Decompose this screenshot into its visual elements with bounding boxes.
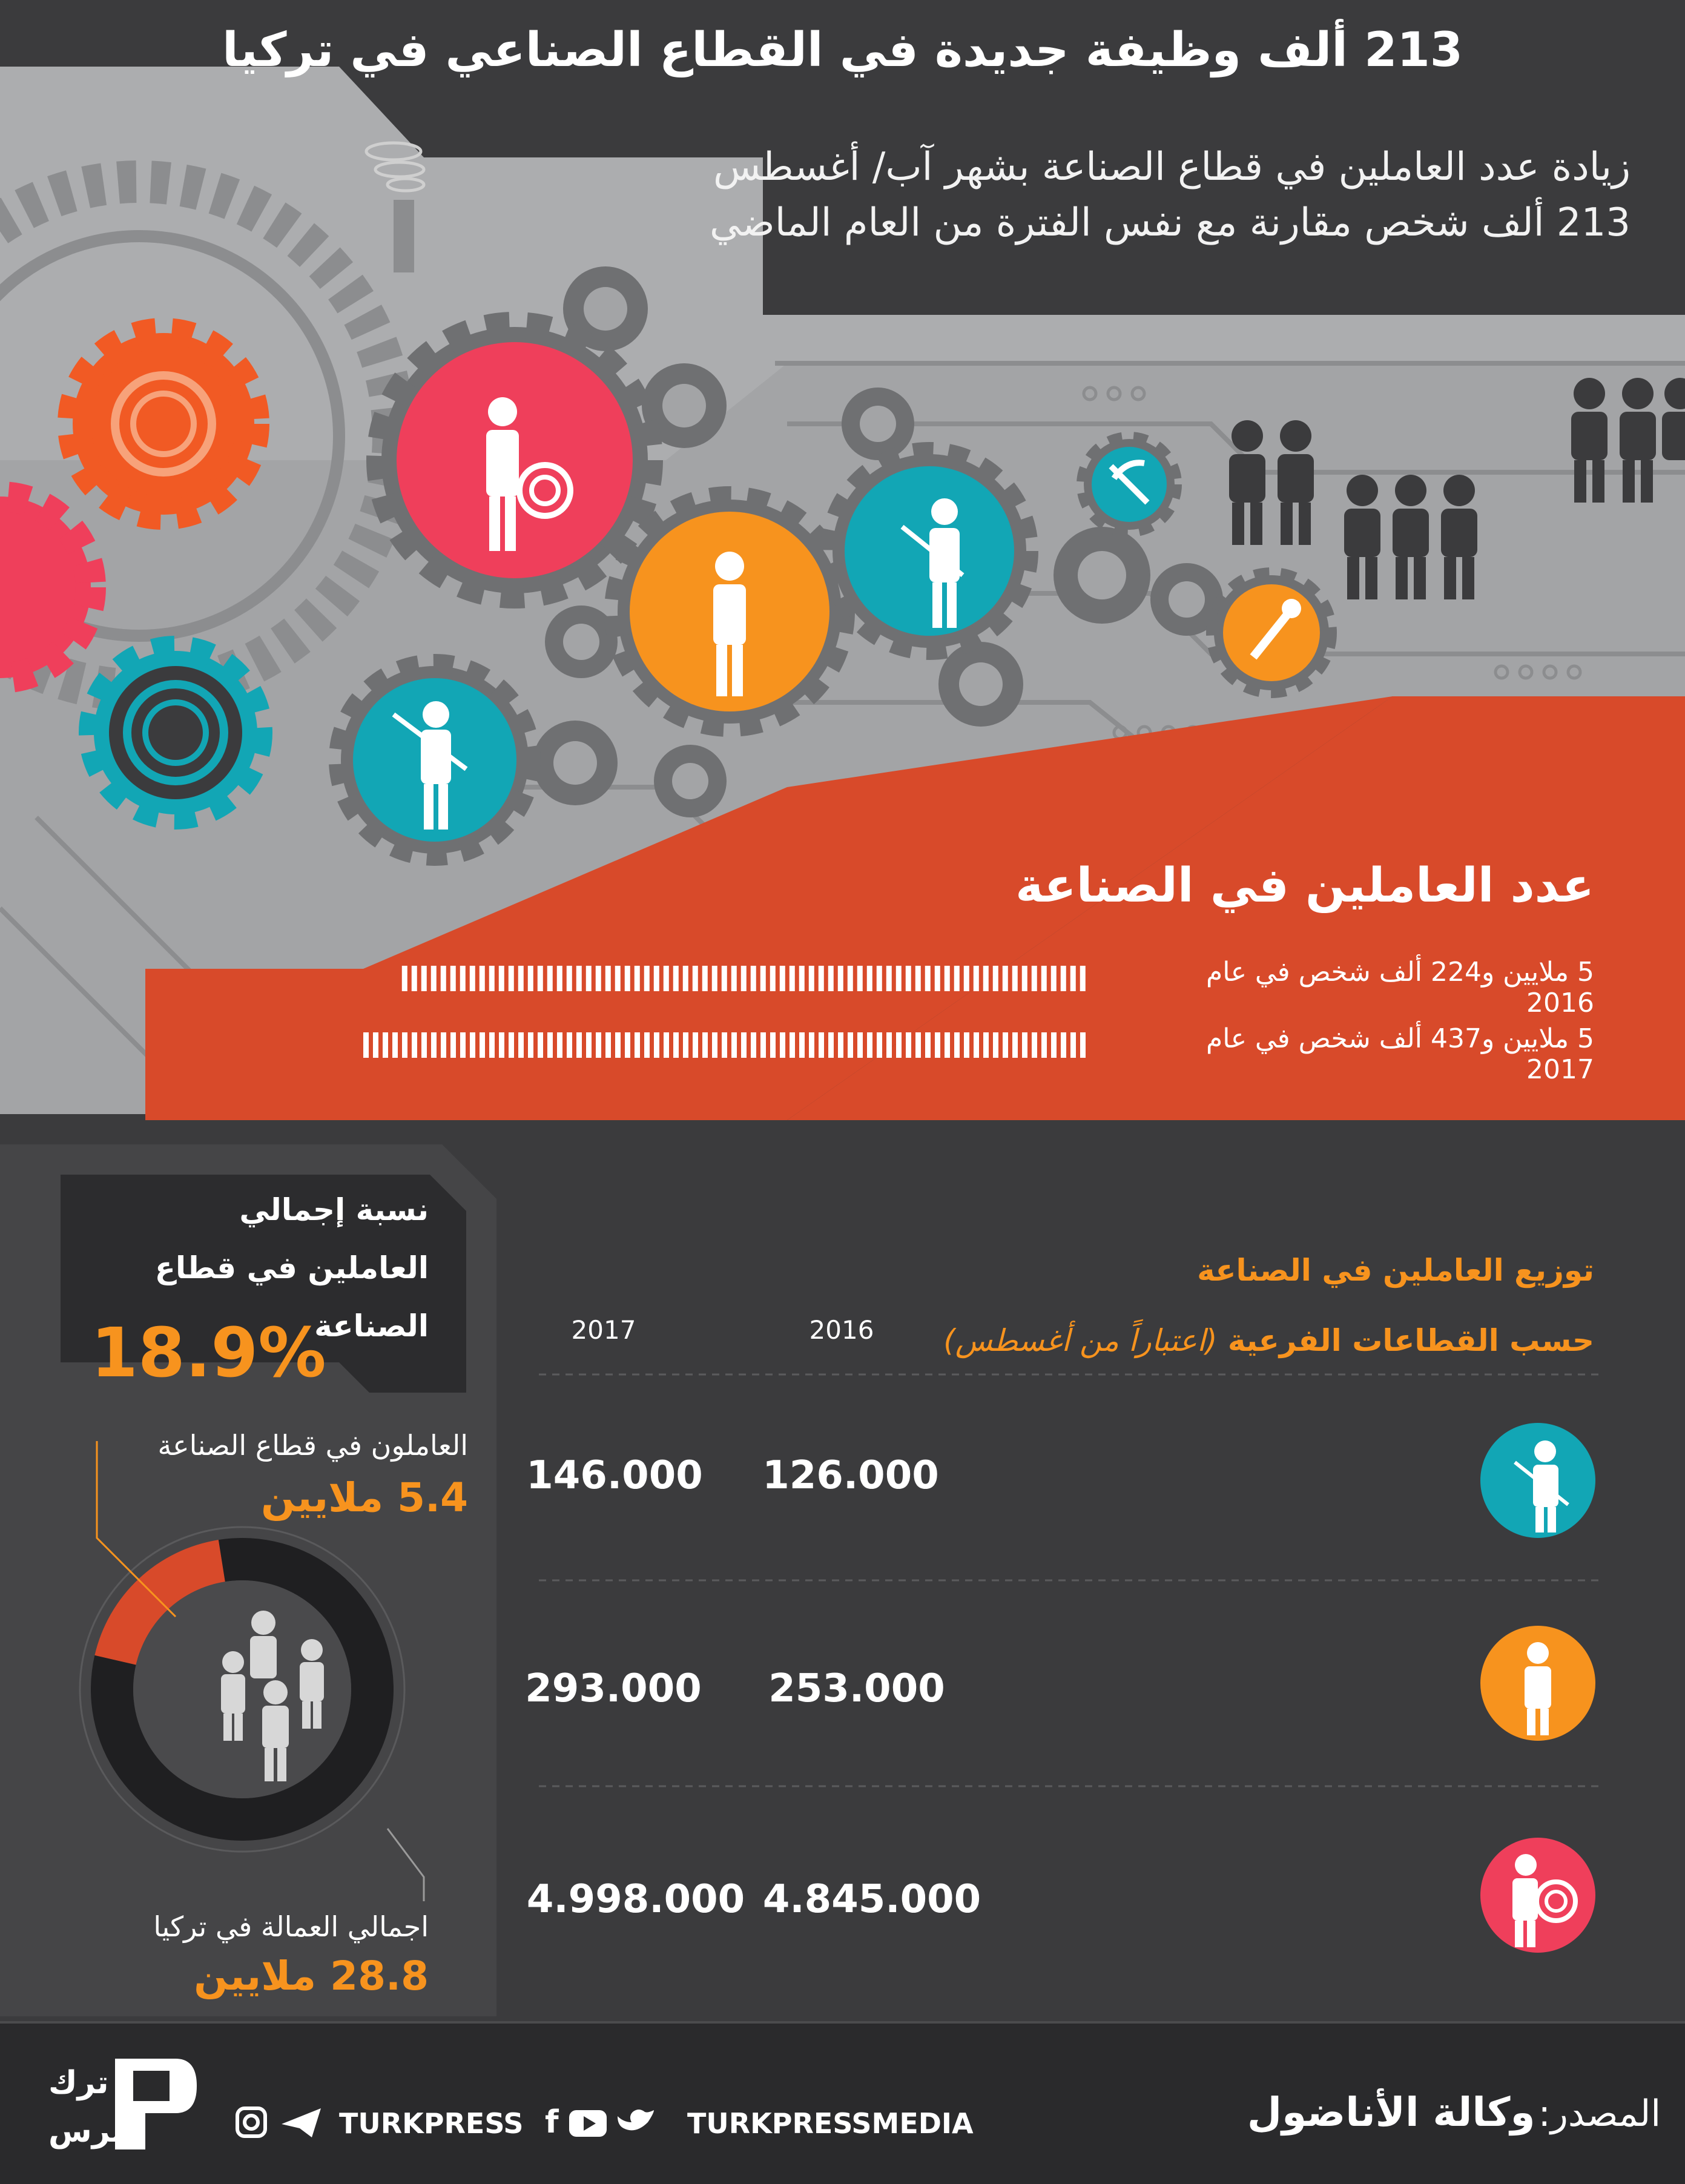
teal-gear-icon	[94, 651, 257, 814]
industry-worker-gear-icon	[381, 327, 648, 593]
logo-text-1: ترك	[48, 2065, 109, 2101]
share-title-line: نسبة إجمالي	[239, 1192, 429, 1227]
youtube-icon[interactable]	[569, 2110, 607, 2137]
social-icons-2	[230, 2101, 333, 2143]
value-2017-mining: 146.000	[526, 1453, 703, 1498]
logo-text-2: برس	[48, 2113, 124, 2149]
miner-icon	[1477, 1420, 1598, 1541]
value-2016-industry: 4.845.000	[762, 1877, 981, 1922]
industry-worker-icon	[1477, 1835, 1598, 1956]
total-employment-label: اجمالي العمالة في تركيا	[153, 1910, 429, 1943]
distribution-title-line-1: توزيع العاملين في الصناعة	[1197, 1253, 1594, 1288]
workers-count-bars	[363, 954, 1096, 1063]
bar-label-2016: 5 ملايين و224 ألف شخص في عام 2016	[1206, 957, 1594, 1018]
pickaxe-gear-icon	[1084, 439, 1175, 530]
distribution-title-line-2: حسب القطاعات الفرعية	[1227, 1323, 1594, 1358]
share-percent: 18.9%	[91, 1314, 326, 1393]
svg-text:f: f	[545, 2104, 559, 2140]
distribution-title-note: (اعتباراً من أغسطس)	[943, 1323, 1218, 1358]
miner-small-gear-icon	[341, 666, 529, 854]
industry-workers-value: 5.4 ملايين	[261, 1474, 468, 1521]
subtitle-line-1: زيادة عدد العاملين في قطاع الصناعة بشهر آب/ أغسطس	[713, 145, 1631, 190]
facebook-icon[interactable]	[545, 2104, 559, 2140]
value-2017-electricity: 293.000	[525, 1666, 702, 1711]
value-2016-mining: 126.000	[762, 1453, 939, 1498]
mechanic-icon	[1477, 1623, 1598, 1744]
turkpress-logo	[42, 2053, 200, 2168]
col-header-2017: 2017	[571, 1315, 636, 1345]
social-icons	[533, 2101, 666, 2143]
source-name: وكالة الأناضول	[1247, 2089, 1535, 2136]
brand-name: TURKPRESS	[339, 2107, 524, 2140]
twitter-icon[interactable]	[618, 2110, 654, 2130]
share-title-line: الصناعة	[314, 1308, 429, 1344]
workers-group-icon	[215, 1605, 348, 1786]
instagram-icon[interactable]	[237, 2108, 265, 2136]
page-subtitle	[601, 139, 1631, 251]
industry-workers-label: العاملون في قطاع الصناعة	[157, 1429, 468, 1462]
source-label: المصدر:	[1538, 2093, 1661, 2135]
total-employment-value: 28.8 ملايين	[194, 1953, 429, 1999]
col-header-2016: 2016	[809, 1315, 874, 1345]
value-2016-electricity: 253.000	[768, 1666, 945, 1711]
page-title: 213 ألف وظيفة جديدة في القطاع الصناعي في تركيا	[222, 23, 1463, 78]
bar-0	[402, 966, 1086, 991]
mechanic-gear-icon	[618, 500, 842, 724]
bar-label-2017: 5 ملايين و437 ألف شخص في عام 2017	[1206, 1023, 1594, 1085]
orange-gear-icon	[73, 333, 254, 515]
brand-handle: TURKPRESSMEDIA	[687, 2107, 974, 2140]
source-line	[1176, 2089, 1661, 2136]
miner-gear-icon	[833, 454, 1026, 648]
value-2017-industry: 4.998.000	[526, 1877, 745, 1922]
share-title-line: العاملين في قطاع	[154, 1250, 429, 1285]
bar-1	[363, 1032, 1086, 1058]
distribution-title	[747, 1235, 1594, 1376]
subtitle-line-2: 213 ألف شخص مقارنة مع نفس الفترة من العام الماضي	[710, 200, 1631, 245]
telegram-icon[interactable]	[282, 2108, 321, 2137]
workers-count-title: عدد العاملين في الصناعة	[1015, 859, 1594, 913]
wrench-gear-icon	[1214, 575, 1329, 690]
